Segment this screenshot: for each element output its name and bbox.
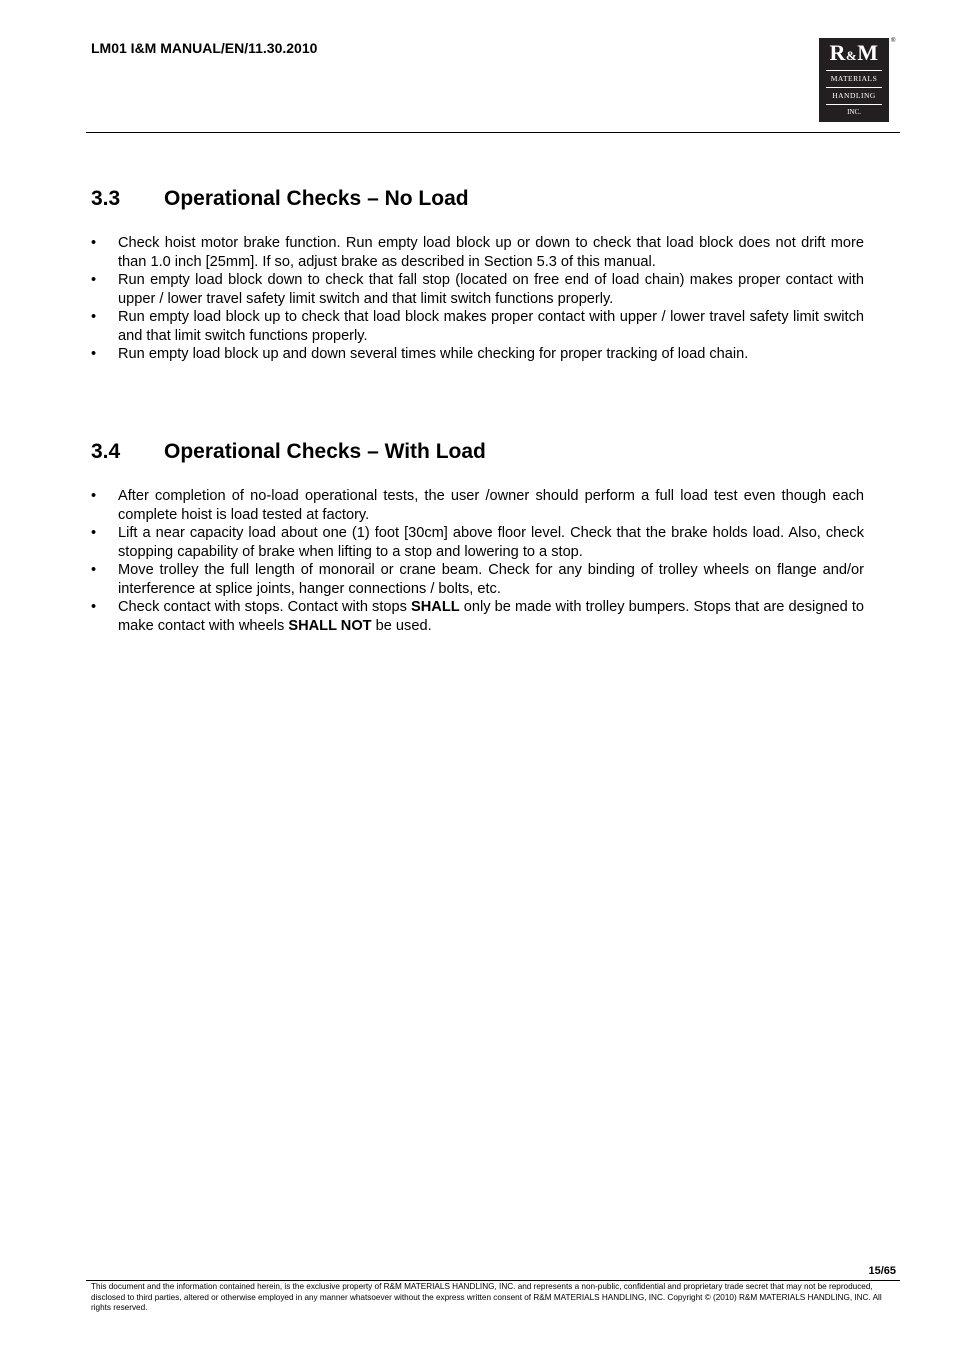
page-number: 15/65 (868, 1265, 896, 1277)
list-item (91, 308, 864, 345)
text-run: Check contact with stops. Contact with stops (118, 599, 412, 615)
document-id: LM01 I&M MANUAL/EN/11.30.2010 (91, 40, 318, 56)
confidentiality-notice: This document and the information contained herein, is the exclusive property of R&M MATERIALS HANDLING, INC. and represents a non-public, confidential and proprietary trade secret that may not be reproduced, disclosed to third parties, altered or otherwise employed in any manner whatsoever without the express written consent of R&M MATERIALS HANDLING, INC. Copyright © (2010) R&M MATERIALS HANDLING, INC. All rights reserved. (91, 1282, 882, 1312)
bullet-icon: • (91, 488, 97, 504)
bullet-icon: • (91, 272, 97, 288)
bullet-icon: • (91, 599, 97, 615)
bullet-icon: • (91, 525, 97, 541)
bullet-list (91, 234, 864, 364)
list-item-text: Lift a near capacity load about one (1) foot [30cm] above floor level. Check that the brake holds load. Also, check stopping capability of brake when lifting to a stop and lowering to a stop. (118, 525, 864, 560)
logo-m: M (857, 40, 879, 65)
list-item (91, 487, 864, 524)
registered-mark: ® (891, 38, 896, 44)
bullet-icon: • (91, 235, 97, 251)
emphasis-shall-not: SHALL NOT (288, 617, 372, 634)
bullet-list (91, 487, 864, 635)
logo-amp: & (845, 48, 858, 63)
list-item-text: Check hoist motor brake function. Run empty load block up or down to check that load block does not drift more than 1.0 inch [25mm]. If so, adjust brake as described in Section 5.3 of this manual. (118, 235, 864, 270)
company-logo (819, 38, 889, 122)
list-item-text: Run empty load block down to check that fall stop (located on free end of load chain) makes proper contact with upper / lower travel safety limit switch and that limit switch functions properly. (118, 272, 864, 307)
logo-divider (826, 104, 882, 105)
section-title: Operational Checks – With Load (164, 440, 486, 463)
emphasis-shall: SHALL (411, 599, 460, 615)
logo-divider (826, 70, 882, 71)
logo-r: R (829, 40, 846, 65)
section-no-load (91, 186, 864, 364)
logo-line-inc: INC. (847, 108, 861, 116)
list-item (91, 234, 864, 271)
logo-line-materials: MATERIALS (830, 74, 878, 83)
list-item (91, 524, 864, 561)
list-item-text: Run empty load block up to check that load block makes proper contact with upper / lower travel safety limit switch and that limit switch functions properly. (118, 309, 864, 344)
bullet-icon: • (91, 562, 97, 578)
list-item-text: Move trolley the full length of monorail or crane beam. Check for any binding of trolley wheels on flange and/or interference at splice joints, hanger connections / bolts, etc. (118, 562, 864, 597)
header-divider (86, 132, 900, 133)
logo-line-handling: HANDLING (832, 91, 876, 100)
section-number: 3.3 (91, 187, 121, 210)
text-run: be used. (371, 617, 432, 634)
logo-divider (826, 87, 882, 88)
list-item (91, 345, 864, 364)
section-title: Operational Checks – No Load (164, 187, 469, 210)
section-number: 3.4 (91, 440, 121, 463)
text-run: only be made with trolley bumpers. Stops that are designed to make contact with wheels (118, 599, 864, 634)
list-item (91, 598, 864, 635)
list-item (91, 271, 864, 308)
bullet-icon: • (91, 346, 97, 362)
list-item-text: After completion of no-load operational tests, the user /owner should perform a full load test even though each complete hoist is load tested at factory. (118, 488, 864, 523)
list-item (91, 561, 864, 598)
section-heading (91, 439, 864, 465)
section-heading (91, 186, 864, 212)
footer-divider (86, 1280, 900, 1281)
bullet-icon: • (91, 309, 97, 325)
list-item-text: Run empty load block up and down several times while checking for proper tracking of load chain. (118, 346, 749, 362)
list-item-text (118, 599, 864, 634)
section-with-load (91, 439, 864, 635)
